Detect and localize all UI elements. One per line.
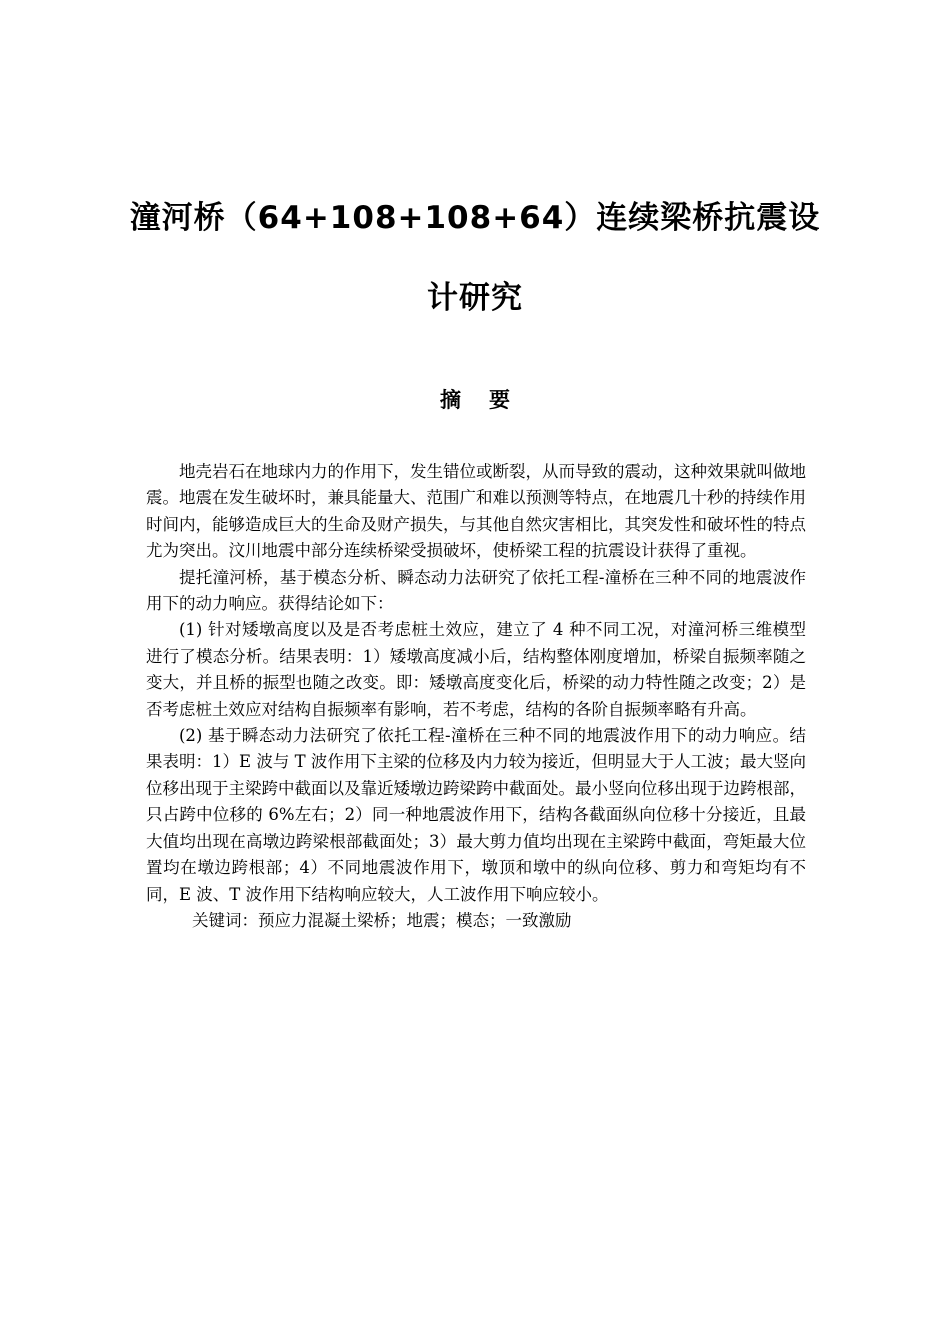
document-title-line-2: 计研究 (427, 280, 523, 316)
abstract-paragraph-2: 提托潼河桥，基于模态分析、瞬态动力法研究了依托工程-潼桥在三种不同的地震波作用下的动力响应。获得结论如下： (146, 567, 806, 614)
keywords-label: 关键词： (192, 910, 258, 930)
keywords-text: 预应力混凝土梁桥；地震；模态；一致激励 (258, 910, 572, 930)
abstract-body (146, 459, 806, 934)
abstract-paragraph-3: (1) 针对矮墩高度以及是否考虑桩土效应，建立了 4 种不同工况，对潼河桥三维模型进行了模态分析。结果表明：1）矮墩高度减小后，结构整体刚度增加，桥梁自振频率随之变大，并且桥的振型也随之改变。即：矮墩高度变化后，桥梁的动力特性随之改变；2）是否考虑桩土效应对结构自振频率有影响，若不考虑，结构的各阶自振频率略有升高。 (146, 620, 806, 719)
abstract-heading-char-1: 摘 (440, 388, 461, 412)
keywords-line (146, 908, 806, 934)
abstract-heading (0, 384, 950, 414)
abstract-paragraph-1: 地壳岩石在地球内力的作用下，发生错位或断裂，从而导致的震动，这种效果就叫做地震。地震在发生破坏时，兼具能量大、范围广和难以预测等特点，在地震几十秒的持续作用时间内，能够造成巨大的生命及财产损失，与其他自然灾害相比，其突发性和破坏性的特点尤为突出。汶川地震中部分连续桥梁受损破坏，使桥梁工程的抗震设计获得了重视。 (146, 462, 806, 561)
abstract-heading-char-2: 要 (489, 388, 510, 412)
document-title-line-1: 潼河桥（64+108+108+64）连续梁桥抗震设 (129, 200, 821, 236)
abstract-paragraph-4: (2) 基于瞬态动力法研究了依托工程-潼桥在三种不同的地震波作用下的动力响应。结果表明：1）E 波与 T 波作用下主梁的位移及内力较为接近，但明显大于人工波；最大竖向位移出现于主梁跨中截面以及靠近矮墩边跨梁跨中截面处。最小竖向位移出现于边跨根部，只占跨中位移的 6%左右；2）同一种地震波作用下，结构各截面纵向位移十分接近，且最大值均出现在高墩边跨梁根部截面处；3）最大剪力值均出现在主梁跨中截面，弯矩最大位置均在墩边跨根部；4）不同地震波作用下，墩顶和墩中的纵向位移、剪力和弯矩均有不同，E 波、T 波作用下结构响应较大，人工波作用下响应较小。 (146, 726, 806, 904)
